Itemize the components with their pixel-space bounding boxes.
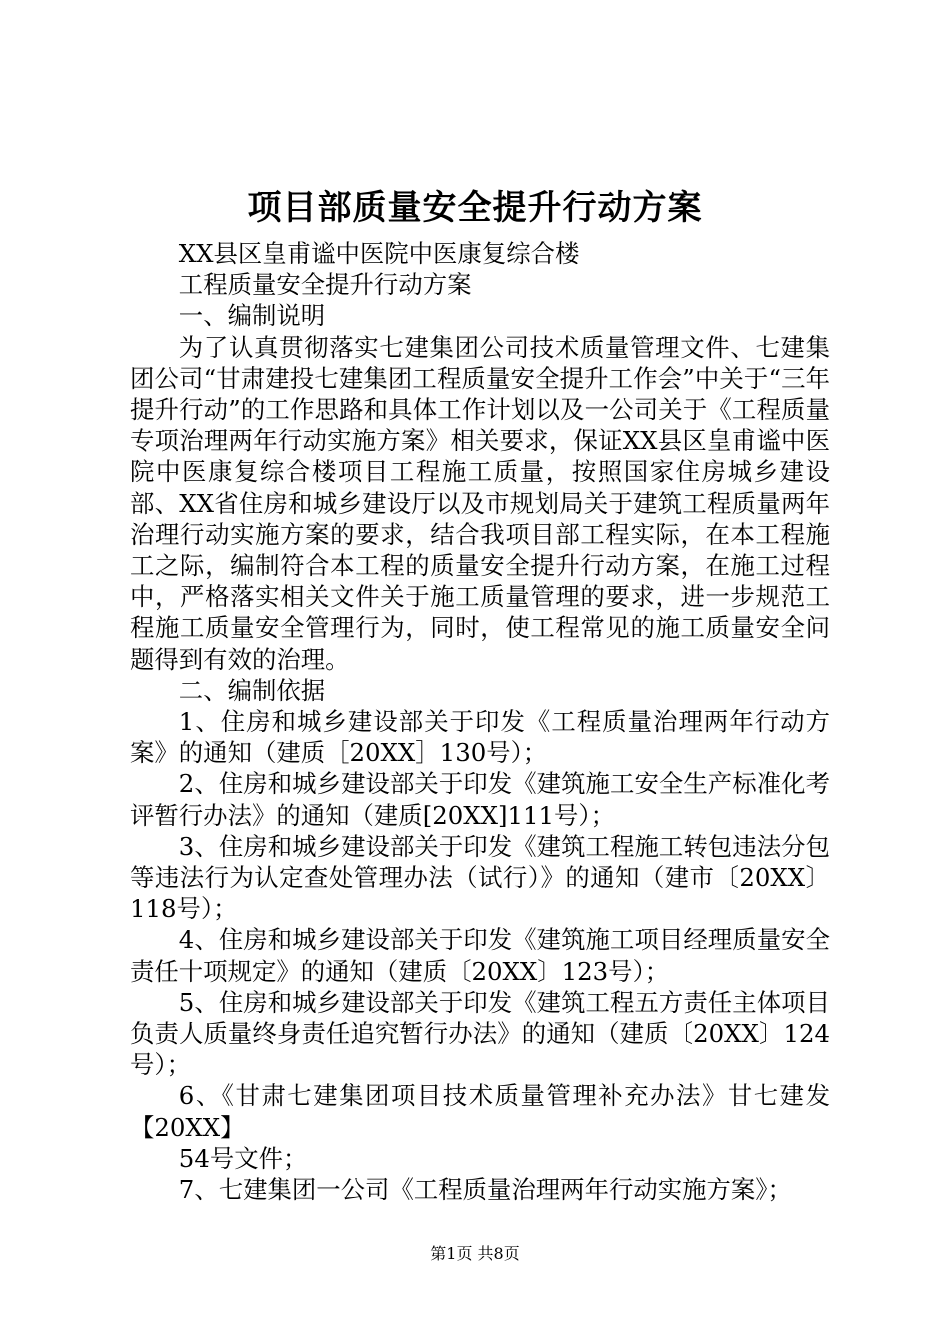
basis-item-1: 1、住房和城乡建设部关于印发《工程质量治理两年行动方案》的通知（建质［20XX］130号）； — [130, 707, 830, 768]
basis-item-2: 2、住房和城乡建设部关于印发《建筑施工安全生产标准化考评暂行办法》的通知（建质[20XX]111号）； — [130, 769, 830, 830]
section-heading-2: 二、编制依据 — [178, 675, 326, 705]
document-body — [130, 238, 830, 1205]
project-line: XX县区皇甫谧中医院中医康复综合楼 — [178, 239, 580, 268]
basis-item-6: 6、《甘肃七建集团项目技术质量管理补充办法》甘七建发【20XX】 — [130, 1081, 830, 1142]
basis-item-5: 5、住房和城乡建设部关于印发《建筑工程五方责任主体项目负责人质量终身责任追究暂行办法》的通知（建质〔20XX〕124号）； — [130, 987, 830, 1080]
page-footer: 第1页 共8页 — [430, 1244, 520, 1263]
basis-item-7: 7、七建集团一公司《工程质量治理两年行动实施方案》； — [178, 1175, 792, 1205]
paragraph-explanation: 为了认真贯彻落实七建集团公司技术质量管理文件、七建集团公司“甘肃建投七建集团工程质量安全提升工作会”中关于“三年提升行动”的工作思路和具体工作计划以及一公司关于《工程质量专项治理两年行动实施方案》相关要求，保证XX县区皇甫谧中医院中医康复综合楼项目工程施工质量，按照国家住房城乡建设部、XX省住房和城乡建设厅以及市规划局关于建筑工程质量两年治理行动实施方案的要求，结合我项目部工程实际，在本工程施工之际，编制符合本工程的质量安全提升行动方案，在施工过程中，严格落实相关文件关于施工质量管理的要求，进一步规范工程施工质量安全管理行为，同时，使工程常见的施工质量安全问题得到有效的治理。 — [130, 332, 830, 674]
basis-item-3: 3、住房和城乡建设部关于印发《建筑工程施工转包违法分包等违法行为认定查处管理办法（试行）》的通知（建市〔20XX〕118号）； — [130, 831, 830, 924]
basis-item-4: 4、住房和城乡建设部关于印发《建筑施工项目经理质量安全责任十项规定》的通知（建质〔20XX〕123号）； — [130, 925, 830, 986]
section-heading-1: 一、编制说明 — [178, 301, 326, 331]
document-title: 项目部质量安全提升行动方案 — [247, 188, 703, 228]
basis-item-6-continued: 54号文件； — [178, 1143, 308, 1173]
subtitle-line: 工程质量安全提升行动方案 — [178, 270, 472, 300]
